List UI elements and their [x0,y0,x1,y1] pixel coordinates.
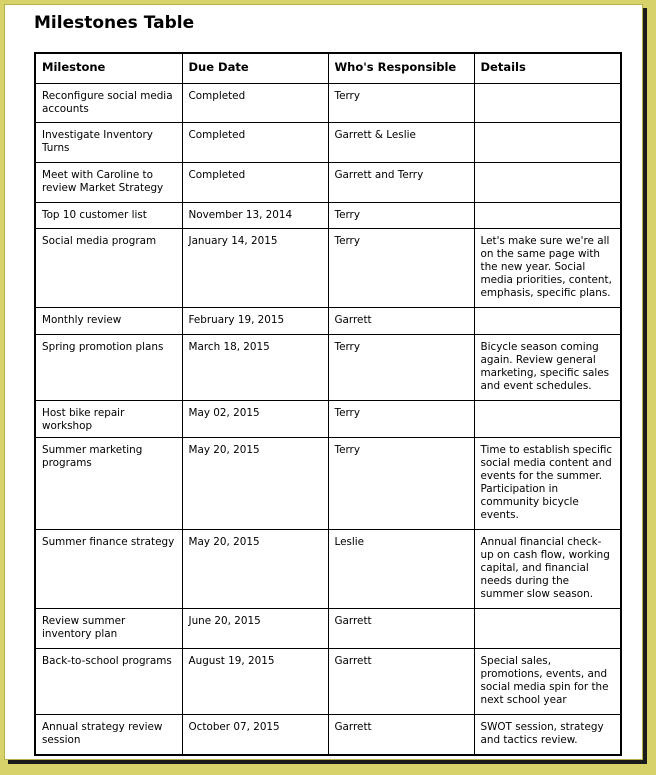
cell-milestone: Summer marketing programs [35,438,182,530]
cell-details: Special sales, promotions, events, and social media spin for the next school year [474,649,621,715]
column-header-due-date: Due Date [182,53,328,84]
cell-details [474,203,621,229]
cell-milestone: Reconfigure social media accounts [35,84,182,123]
cell-milestone: Summer finance strategy [35,530,182,609]
cell-due-date: June 20, 2015 [182,609,328,649]
cell-milestone: Spring promotion plans [35,335,182,401]
cell-milestone: Annual strategy review session [35,715,182,755]
table-row [35,530,621,609]
cell-milestone: Host bike repair workshop [35,401,182,438]
cell-due-date: October 07, 2015 [182,715,328,755]
cell-details: Time to establish specific social media content and events for the summer. Participation in community bicycle events. [474,438,621,530]
cell-responsible: Garrett [328,609,474,649]
table-row [35,308,621,335]
table-row [35,649,621,715]
cell-due-date: November 13, 2014 [182,203,328,229]
cell-milestone: Review summer inventory plan [35,609,182,649]
cell-responsible: Garrett and Terry [328,163,474,203]
cell-due-date: May 20, 2015 [182,530,328,609]
cell-responsible: Terry [328,438,474,530]
cell-details: Annual financial check-up on cash flow, working capital, and financial needs during the summer slow season. [474,530,621,609]
table-row [35,84,621,123]
cell-responsible: Leslie [328,530,474,609]
cell-due-date: February 19, 2015 [182,308,328,335]
cell-due-date: Completed [182,84,328,123]
cell-due-date: May 02, 2015 [182,401,328,438]
table-header-row [35,53,621,84]
cell-details [474,308,621,335]
table-row [35,335,621,401]
cell-milestone: Investigate Inventory Turns [35,123,182,163]
cell-milestone: Social media program [35,229,182,308]
table-row [35,203,621,229]
cell-responsible: Terry [328,401,474,438]
cell-due-date: August 19, 2015 [182,649,328,715]
table-row [35,609,621,649]
cell-due-date: January 14, 2015 [182,229,328,308]
cell-responsible: Terry [328,335,474,401]
cell-details [474,609,621,649]
cell-milestone: Back-to-school programs [35,649,182,715]
column-header-details: Details [474,53,621,84]
cell-responsible: Garrett & Leslie [328,123,474,163]
cell-responsible: Terry [328,203,474,229]
column-header-milestone: Milestone [35,53,182,84]
column-header-responsible: Who's Responsible [328,53,474,84]
table-row [35,401,621,438]
cell-details: Bicycle season coming again. Review general marketing, specific sales and event schedules. [474,335,621,401]
cell-details: Let's make sure we're all on the same page with the new year. Social media priorities, content, emphasis, specific plans. [474,229,621,308]
cell-due-date: Completed [182,163,328,203]
cell-milestone: Meet with Caroline to review Market Strategy [35,163,182,203]
cell-responsible: Garrett [328,308,474,335]
cell-due-date: May 20, 2015 [182,438,328,530]
cell-responsible: Garrett [328,649,474,715]
table-row [35,438,621,530]
table-row [35,163,621,203]
cell-details [474,84,621,123]
page-title: Milestones Table [34,13,195,33]
cell-responsible: Terry [328,84,474,123]
cell-details [474,123,621,163]
cell-details [474,163,621,203]
document-page [4,4,643,760]
cell-responsible: Terry [328,229,474,308]
milestones-table [34,52,622,756]
table-row [35,123,621,163]
cell-due-date: March 18, 2015 [182,335,328,401]
cell-details: SWOT session, strategy and tactics review. [474,715,621,755]
cell-milestone: Monthly review [35,308,182,335]
table-row [35,715,621,755]
cell-responsible: Garrett [328,715,474,755]
cell-details [474,401,621,438]
cell-due-date: Completed [182,123,328,163]
cell-milestone: Top 10 customer list [35,203,182,229]
table-row [35,229,621,308]
